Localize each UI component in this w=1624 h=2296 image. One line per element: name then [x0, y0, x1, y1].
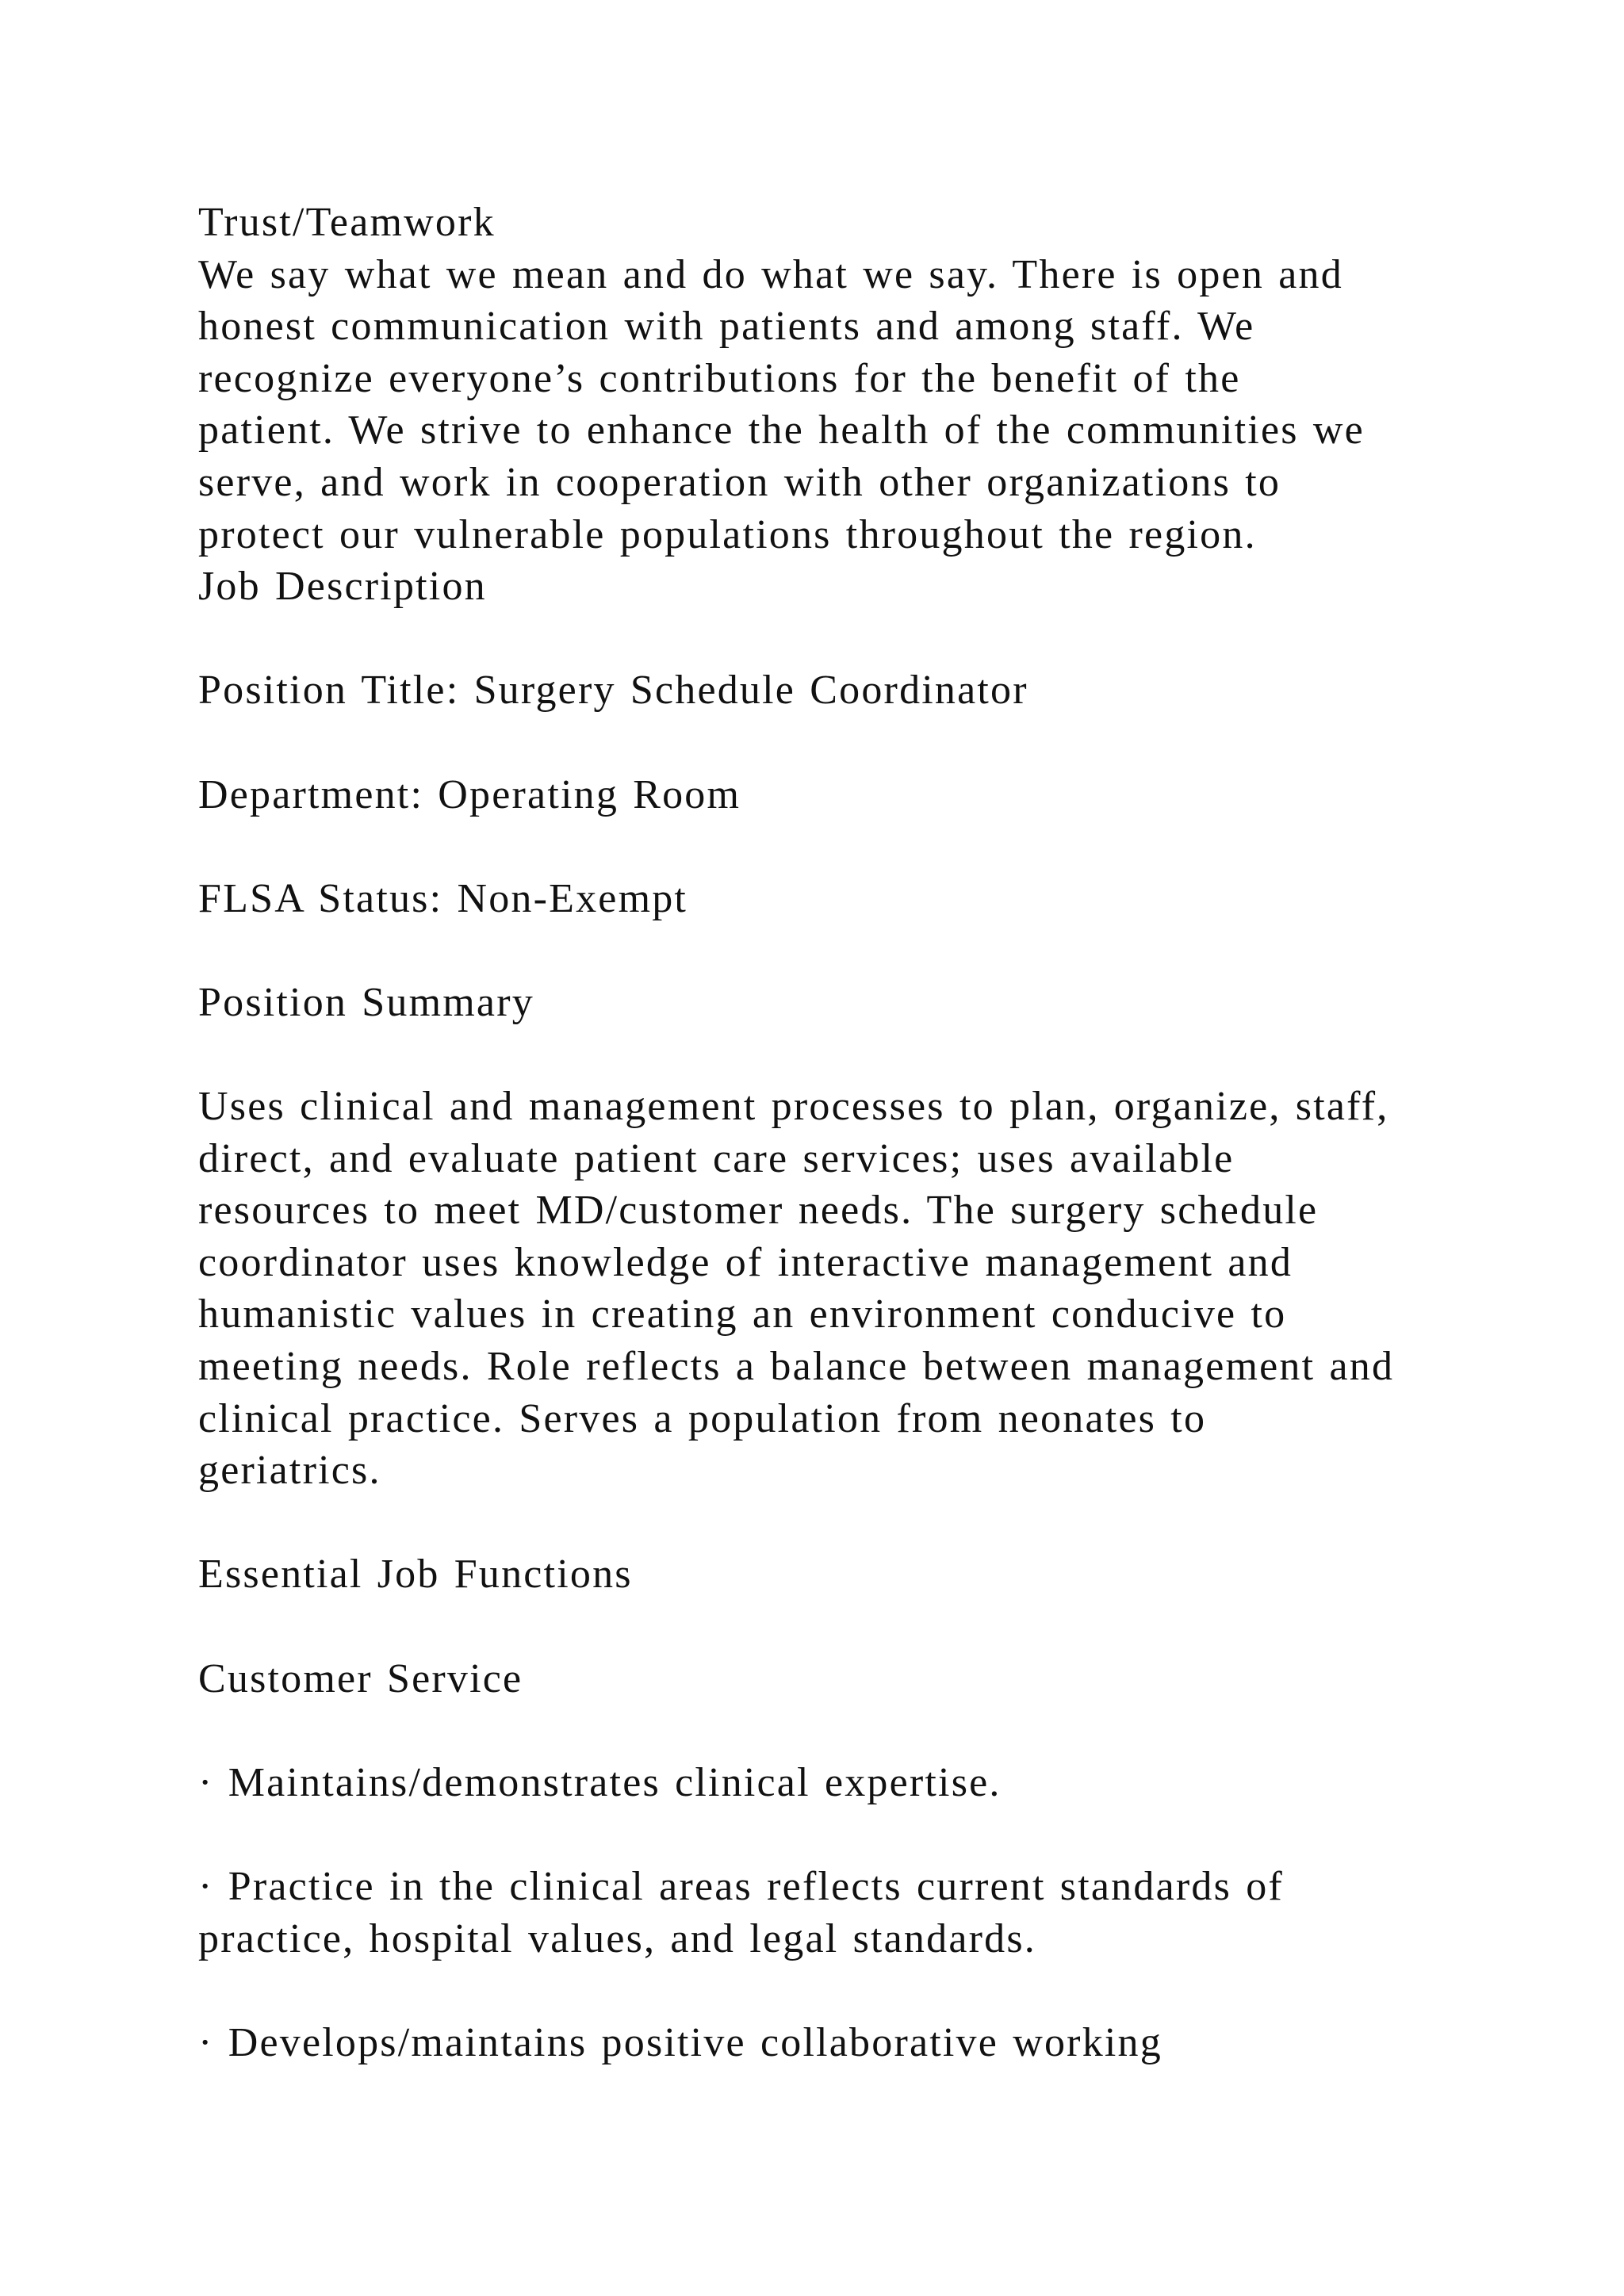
- blank-line: [198, 1029, 1562, 1081]
- blank-line: [198, 1965, 1562, 2017]
- paragraph-line: protect our vulnerable populations throughout the region.: [198, 511, 1257, 557]
- paragraph-line: serve, and work in cooperation with other organizations to: [198, 459, 1281, 505]
- blank-line: [198, 717, 1562, 769]
- paragraph-line: clinical practice. Serves a population from neonates to: [198, 1395, 1207, 1441]
- paragraph-line: geriatrics.: [198, 1448, 381, 1494]
- paragraph-line: direct, and evaluate patient care services; uses available: [198, 1135, 1235, 1181]
- department: Department: Operating Room: [198, 771, 741, 817]
- section-heading-essential-functions: Essential Job Functions: [198, 1552, 633, 1598]
- blank-line: [198, 1601, 1562, 1653]
- bullet-item: · Practice in the clinical areas reflects current standards of: [198, 1864, 1284, 1909]
- bullet-item: · Maintains/demonstrates clinical expertise.: [198, 1759, 1002, 1805]
- section-heading-job-description: Job Description: [198, 564, 487, 610]
- blank-line: [198, 1705, 1562, 1757]
- paragraph-line: patient. We strive to enhance the health of the communities we: [198, 408, 1365, 453]
- bullet-item-continuation: practice, hospital values, and legal standards.: [198, 1915, 1036, 1961]
- blank-line: [198, 1497, 1562, 1549]
- paragraph-line: recognize everyone’s contributions for the benefit of the: [198, 355, 1241, 401]
- position-title: Position Title: Surgery Schedule Coordinator: [198, 668, 1028, 714]
- blank-line: [198, 613, 1562, 665]
- flsa-status: FLSA Status: Non-Exempt: [198, 875, 688, 921]
- blank-line: [198, 821, 1562, 873]
- document-page: [198, 197, 1562, 2068]
- blank-line: [198, 1808, 1562, 1861]
- section-heading-trust-teamwork: Trust/Teamwork: [198, 200, 496, 245]
- paragraph-line: humanistic values in creating an environment conducive to: [198, 1292, 1287, 1337]
- subheading-customer-service: Customer Service: [198, 1655, 523, 1701]
- blank-line: [198, 924, 1562, 977]
- paragraph-line: We say what we mean and do what we say. There is open and: [198, 251, 1343, 297]
- section-heading-position-summary: Position Summary: [198, 979, 534, 1025]
- paragraph-line: honest communication with patients and among staff. We: [198, 304, 1255, 350]
- paragraph-line: resources to meet MD/customer needs. The surgery schedule: [198, 1188, 1319, 1234]
- paragraph-line: coordinator uses knowledge of interactive management and: [198, 1239, 1293, 1285]
- bullet-item: · Develops/maintains positive collaborative working: [198, 2019, 1162, 2065]
- paragraph-line: Uses clinical and management processes to plan, organize, staff,: [198, 1084, 1389, 1130]
- paragraph-line: meeting needs. Role reflects a balance between management and: [198, 1344, 1395, 1390]
